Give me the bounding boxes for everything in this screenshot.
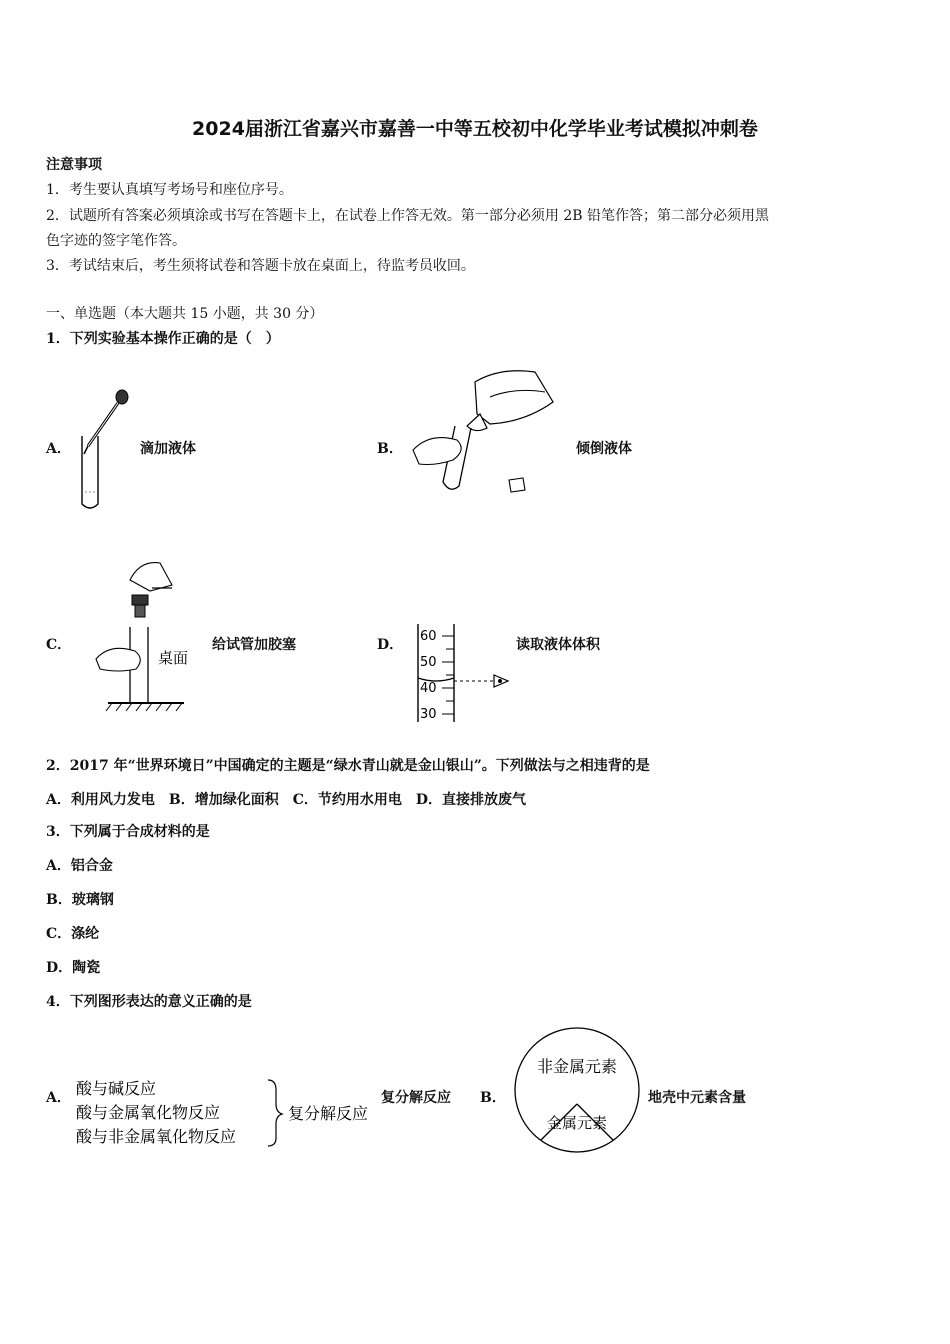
scale-50: 50 bbox=[420, 655, 437, 670]
question-2-stem: 2．2017 年“世界环境日”中国确定的主题是“绿水青山就是金山银山”。下列做法与之相违背的是 bbox=[46, 758, 650, 774]
metal-label: 金属元素 bbox=[546, 1114, 608, 1132]
page-title: 2024届浙江省嘉兴市嘉善一中等五校初中化学毕业考试模拟冲刺卷 bbox=[192, 118, 758, 140]
q4-option-a-text: 复分解反应 bbox=[381, 1090, 451, 1106]
q4-option-b-text: 地壳中元素含量 bbox=[648, 1090, 746, 1106]
reaction-line-1: 酸与碱反应 bbox=[76, 1079, 157, 1098]
q1-option-d-letter: D． bbox=[377, 637, 404, 653]
stopper-figure bbox=[90, 555, 190, 715]
notice-item-2-line-2: 色字迹的签字笔作答。 bbox=[46, 233, 186, 249]
q3-option-a: A．铝合金 bbox=[46, 858, 113, 874]
scale-30: 30 bbox=[420, 707, 437, 722]
q1-option-b-text: 倾倒液体 bbox=[576, 441, 632, 457]
question-1-stem: 1．下列实验基本操作正确的是（ ） bbox=[46, 331, 280, 347]
dropper-figure bbox=[72, 388, 132, 513]
q3-option-c: C．涤纶 bbox=[46, 926, 100, 942]
scale-60: 60 bbox=[420, 629, 437, 644]
pouring-figure bbox=[405, 362, 565, 502]
q4-option-a-letter: A． bbox=[46, 1090, 71, 1106]
reaction-brace-figure bbox=[72, 1074, 382, 1150]
brace-icon bbox=[268, 1080, 282, 1146]
question-3-stem: 3．下列属于合成材料的是 bbox=[46, 824, 210, 840]
q1-option-a-letter: A． bbox=[46, 441, 71, 457]
element-pie-figure bbox=[513, 1026, 641, 1154]
brace-label: 复分解反应 bbox=[288, 1104, 369, 1123]
notice-heading: 注意事项 bbox=[46, 157, 102, 173]
cylinder-figure bbox=[410, 622, 520, 726]
q4-option-b-letter: B． bbox=[480, 1090, 506, 1106]
q1-option-c-letter: C． bbox=[46, 637, 72, 653]
reaction-line-3: 酸与非金属氧化物反应 bbox=[76, 1127, 237, 1146]
desk-label: 桌面 bbox=[158, 649, 189, 667]
section-heading: 一、单选题（本大题共 15 小题，共 30 分） bbox=[46, 306, 324, 322]
notice-item-3: 3．考试结束后，考生须将试卷和答题卡放在桌面上，待监考员收回。 bbox=[46, 258, 475, 274]
q3-option-d: D．陶瓷 bbox=[46, 960, 101, 976]
reaction-line-2: 酸与金属氧化物反应 bbox=[76, 1103, 221, 1122]
q1-option-a-text: 滴加液体 bbox=[140, 441, 196, 457]
q1-option-c-text: 给试管加胶塞 bbox=[212, 637, 296, 653]
scale-40: 40 bbox=[420, 681, 437, 696]
question-4-stem: 4．下列图形表达的意义正确的是 bbox=[46, 994, 252, 1010]
q1-option-b-letter: B． bbox=[377, 441, 403, 457]
notice-item-1: 1．考生要认真填写考场号和座位序号。 bbox=[46, 182, 293, 198]
notice-item-2-line-1: 2．试题所有答案必须填涂或书写在答题卡上，在试卷上作答无效。第一部分必须用 2B 铅笔作答；第二部分必须用黑 bbox=[46, 208, 769, 224]
q1-option-d-text: 读取液体体积 bbox=[516, 637, 600, 653]
question-2-options: A．利用风力发电 B．增加绿化面积 C．节约用水用电 D．直接排放废气 bbox=[46, 792, 526, 808]
non-metal-label: 非金属元素 bbox=[536, 1057, 618, 1076]
q3-option-b: B．玻璃钢 bbox=[46, 892, 114, 908]
